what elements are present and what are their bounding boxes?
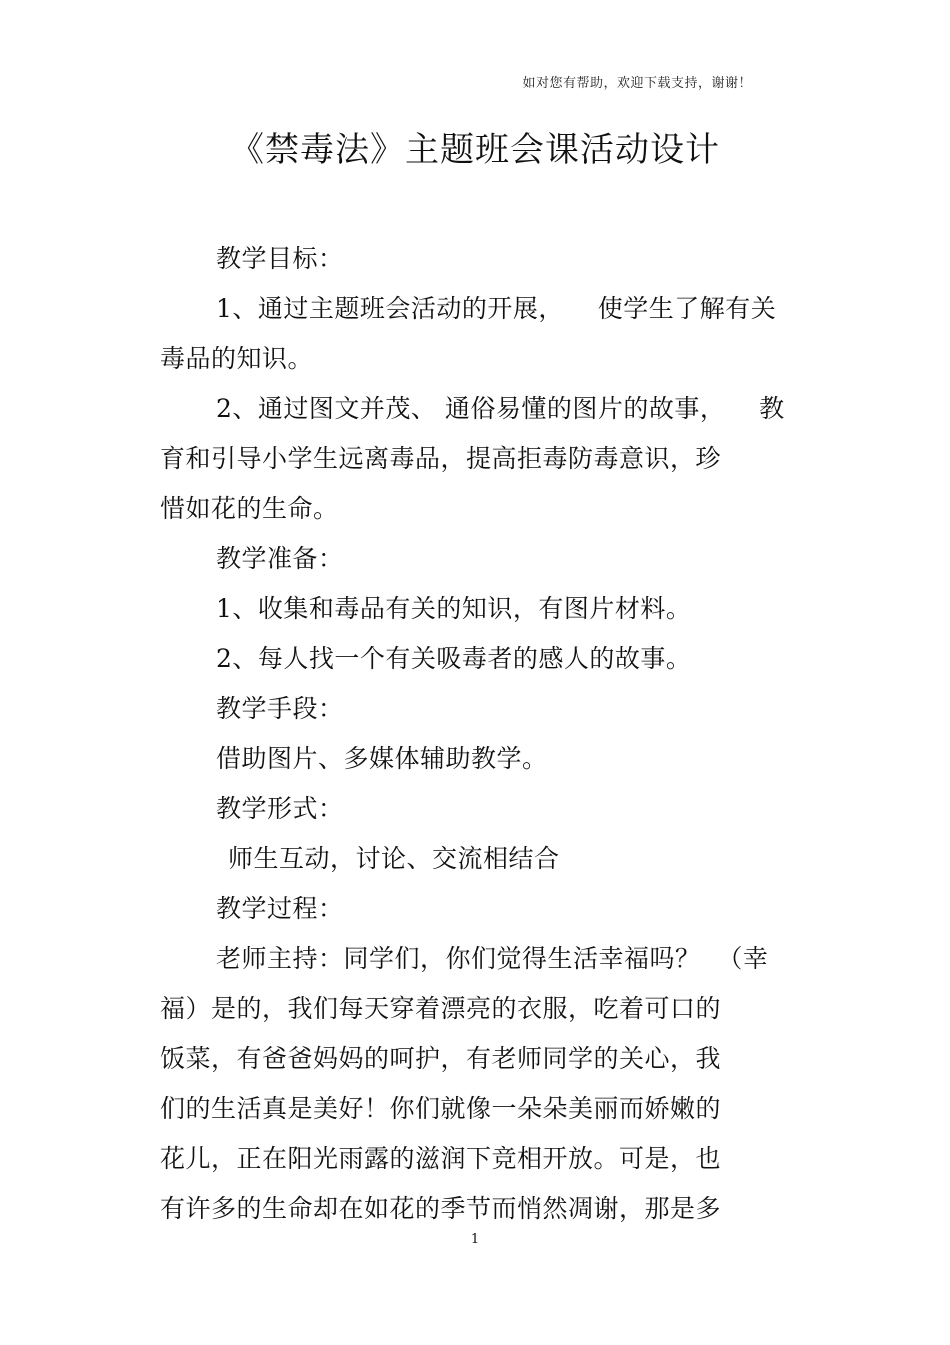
- body-line: 借助图片、多媒体辅助教学。: [216, 744, 548, 773]
- body-line: 教学准备：: [216, 544, 344, 573]
- body-line: 毒品的知识。: [160, 344, 314, 373]
- body-line: 惜如花的生命。: [160, 494, 339, 523]
- document-title: 《禁毒法》主题班会课活动设计: [230, 130, 720, 170]
- body-line: 教学过程：: [216, 894, 344, 923]
- body-line: 师生互动，讨论、交流相结合: [228, 844, 560, 873]
- body-line: 教学形式：: [216, 794, 344, 823]
- page-number: 1: [470, 1232, 480, 1247]
- body-line: 老师主持：同学们，你们觉得生活幸福吗？ （幸: [216, 944, 769, 973]
- header-note: 如对您有帮助，欢迎下载支持，谢谢！: [522, 76, 752, 91]
- body-line: 有许多的生命却在如花的季节而悄然凋谢，那是多: [160, 1194, 722, 1223]
- body-line: 1、收集和毒品有关的知识，有图片材料。: [216, 594, 692, 623]
- body-line: 们的生活真是美好！你们就像一朵朵美丽而娇嫩的: [160, 1094, 722, 1123]
- body-line: 福）是的，我们每天穿着漂亮的衣服，吃着可口的: [160, 994, 722, 1023]
- body-line: 2、每人找一个有关吸毒者的感人的故事。: [216, 644, 692, 673]
- body-line: 1、通过主题班会活动的开展， 使学生了解有关: [216, 294, 777, 323]
- body-line: 花儿，正在阳光雨露的滋润下竞相开放。可是，也: [160, 1144, 722, 1173]
- body-line: 教学目标：: [216, 244, 344, 273]
- body-line: 育和引导小学生远离毒品，提高拒毒防毒意识，珍: [160, 444, 722, 473]
- body-line: 饭菜，有爸爸妈妈的呵护，有老师同学的关心，我: [160, 1044, 722, 1073]
- document-body: [160, 234, 800, 1234]
- body-line: 教学手段：: [216, 694, 344, 723]
- body-line: 2、通过图文并茂、 通俗易懂的图片的故事， 教: [216, 394, 785, 423]
